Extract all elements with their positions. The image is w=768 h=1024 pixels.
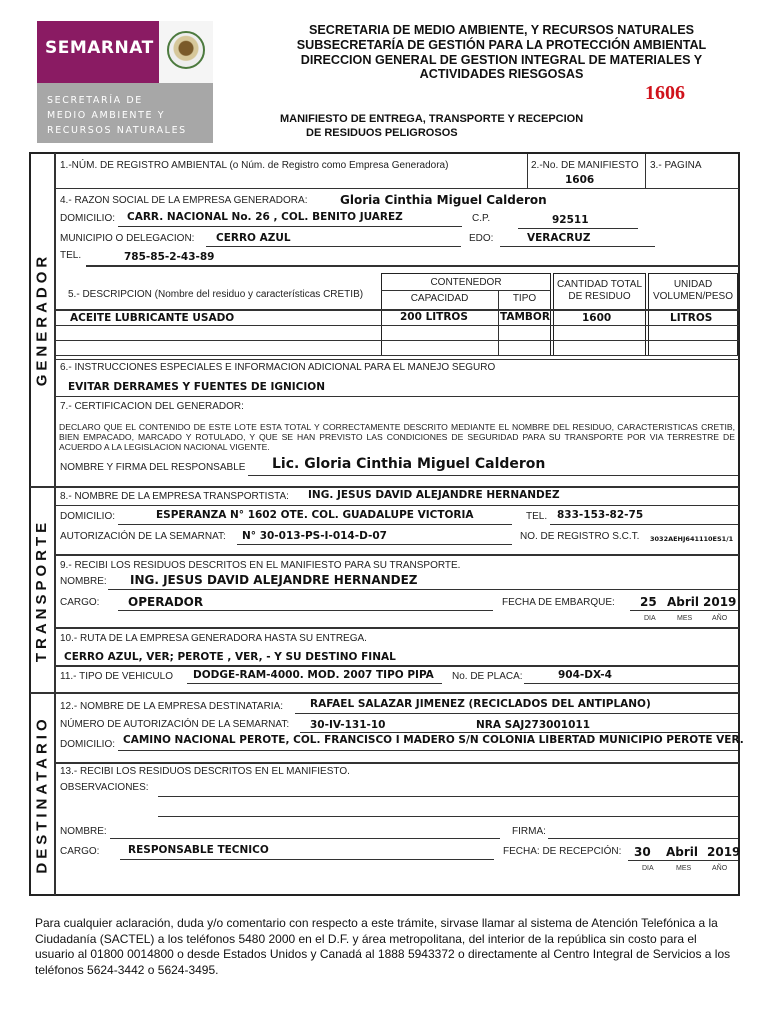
footer-note: Para cualquier aclaración, duda y/o comentario con respecto a este trámite, sirvase llamar al sistema de Atención Telefónica a la Ciudadanía (SACTEL) a los teléfonos 5480 2000 en el D.F. y área metropolitana, del interior de la república sin costo para el usuario al 01800 0014800 o desde Estados Unidos y Canadá al 1888 5943372 o directamente al Centro Integral de Servicios a los teléfonos 5624-3442 o 5624-3495. [35,916,731,977]
row-line [56,554,739,556]
section-column-divider [54,153,56,895]
t-domicilio-label: DOMICILIO: [60,511,116,522]
row-line [56,396,739,397]
vehiculo-value[interactable]: DODGE-RAM-4000. MOD. 2007 TIPO PIPA [193,669,434,681]
underline [524,683,738,684]
t-domicilio-value[interactable]: ESPERANZA N° 1602 OTE. COL. GUADALUPE VICTORIA [156,509,474,521]
table-line [56,355,739,356]
underline [248,475,738,476]
row-line [86,265,739,267]
firma-label: FIRMA: [512,826,546,837]
underline [118,226,462,227]
header-line-3: DIRECCION GENERAL DE GESTION INTEGRAL DE MATERIALES Y [300,53,703,67]
embarque-mes-label: MES [677,615,693,622]
certificacion-label: 7.- CERTIFICACION DEL GENERADOR: [60,401,244,412]
vehiculo-label: 11.- TIPO DE VEHICULO [60,671,173,682]
contenedor-label: CONTENEDOR [430,277,502,288]
observaciones-label: OBSERVACIONES: [60,782,149,793]
embarque-mes[interactable]: Abril [667,595,700,609]
t-tel-label: TEL. [526,511,548,522]
d-domicilio-label: DOMICILIO: [60,739,116,750]
t-nombre-label: NOMBRE: [60,576,107,587]
t-cargo-label: CARGO: [60,597,100,608]
d-nombre-label: NOMBRE: [60,826,107,837]
cantidad-label-2: DE RESIDUO [568,291,631,302]
header-line-1: SECRETARIA DE MEDIO AMBIENTE, Y RECURSOS NATURALES [308,23,695,37]
d-cargo-value[interactable]: RESPONSABLE TECNICO [128,844,269,856]
municipio-value[interactable]: CERRO AZUL [216,232,291,244]
registro-ambiental-label: 1.-NÚM. DE REGISTRO AMBIENTAL (o Núm. de Registro como Empresa Generadora) [60,160,449,171]
underline [295,713,738,714]
responsable-value[interactable]: Lic. Gloria Cinthia Miguel Calderon [272,456,546,472]
t-cargo-value[interactable]: OPERADOR [128,595,204,609]
transportista-value[interactable]: ING. JESUS DAVID ALEJANDRE HERNANDEZ [308,489,560,501]
d-autorizacion-label: NÚMERO DE AUTORIZACIÓN DE LA SEMARNAT: [60,719,290,730]
table-line [56,309,739,311]
underline [630,610,738,611]
tel-label: TEL. [60,250,82,261]
domicilio-label: DOMICILIO: [60,213,116,224]
embarque-dia[interactable]: 25 [640,595,657,609]
section-label-generador: GENERADOR [33,252,51,387]
unidad-label-2: VOLUMEN/PESO [652,291,734,302]
underline [108,589,738,590]
destinataria-label: 12.- NOMBRE DE LA EMPRESA DESTINATARIA: [60,701,284,712]
no-manifiesto-label: 2.-No. DE MANIFIESTO [531,160,639,171]
cp-label: C.P. [472,213,491,224]
no-manifiesto-value[interactable]: 1606 [565,174,595,186]
underline [118,524,512,525]
row-line [56,359,739,360]
embarque-anio[interactable]: 2019 [703,595,737,609]
table-line [56,340,739,341]
underline [118,750,738,751]
recepcion-anio[interactable]: 2019 [707,845,741,859]
logo-subtitle: SECRETARÍA DE MEDIO AMBIENTE Y RECURSOS NATURALES [47,95,187,136]
instrucciones-label: 6.- INSTRUCCIONES ESPECIALES E INFORMACION ADICIONAL PARA EL MANEJO SEGURO [60,362,496,373]
capacidad-value[interactable]: 200 LITROS [400,311,468,323]
sct-label: NO. DE REGISTRO S.C.T. [520,531,640,542]
t-autorizacion-label: AUTORIZACIÓN DE LA SEMARNAT: [60,531,226,542]
domicilio-value[interactable]: CARR. NACIONAL No. 26 , COL. BENITO JUAREZ [127,211,403,223]
embarque-anio-label: AÑO [712,615,728,622]
underline [628,860,738,861]
sct-value[interactable]: 3032AEHJ641110ES1/1 [650,535,734,543]
recepcion-anio-label: AÑO [712,865,728,872]
manifest-title-1: MANIFIESTO DE ENTREGA, TRANSPORTE Y RECEPCION [280,113,584,125]
unidad-label-1: UNIDAD [673,279,713,290]
row-line [56,188,739,189]
tipo-label: TIPO [512,293,537,304]
cantidad-value[interactable]: 1600 [582,312,612,324]
observaciones-line-1[interactable] [158,796,738,797]
underline [500,246,655,247]
t-autorizacion-value[interactable]: N° 30-013-PS-I-014-D-07 [242,530,387,542]
unidad-value[interactable]: LITROS [670,312,713,324]
header-line-4: ACTIVIDADES RIESGOSAS [419,67,584,81]
row-line [56,505,739,506]
d-nombre-field[interactable] [110,838,500,839]
recibi-transporte-label: 9.- RECIBI LOS RESIDUOS DESCRITOS EN EL MANIFIESTO PARA SU TRANSPORTE. [60,560,461,571]
d-cargo-label: CARGO: [60,846,100,857]
recibi-destino-label: 13.- RECIBI LOS RESIDUOS DESCRITOS EN EL MANIFIESTO. [60,766,350,777]
cantidad-label-1: CANTIDAD TOTAL [556,279,642,290]
d-domicilio-value[interactable]: CAMINO NACIONAL PEROTE, COL. FRANCISCO I MADERO S/N COLONIA LIBERTAD MUNICIPIO PEROTE VER. [123,734,744,746]
row-line [56,665,739,667]
descripcion-label: 5.- DESCRIPCION (Nombre del residuo y características CRETIB) [68,289,364,300]
underline [206,246,461,247]
section-label-transporte: TRANSPORTE [33,518,51,662]
section-divider-destinatario [30,692,739,694]
embarque-dia-label: DIA [644,615,656,622]
section-divider-transporte [30,486,739,488]
residuo-value[interactable]: ACEITE LUBRICANTE USADO [70,312,235,324]
manifest-title-2: DE RESIDUOS PELIGROSOS [306,127,458,139]
row-line [56,627,739,629]
recepcion-mes[interactable]: Abril [666,845,699,859]
recepcion-dia-label: DIA [642,865,654,872]
municipio-label: MUNICIPIO O DELEGACION: [60,233,195,244]
t-nombre-value[interactable]: ING. JESUS DAVID ALEJANDRE HERNANDEZ [130,573,418,587]
razon-social-value[interactable]: Gloria Cinthia Miguel Calderon [340,193,547,207]
destinataria-value[interactable]: RAFAEL SALAZAR JIMENEZ (RECICLADOS DEL ANTIPLANO) [310,698,651,710]
underline [550,524,738,525]
pagina-label: 3.- PAGINA [650,160,702,171]
observaciones-line-2[interactable] [158,816,738,817]
ruta-label: 10.- RUTA DE LA EMPRESA GENERADORA HASTA SU ENTREGA. [60,633,367,644]
firma-field[interactable] [548,838,738,839]
edo-value[interactable]: VERACRUZ [527,232,591,244]
underline [237,544,512,545]
underline [300,732,738,733]
folio-number: 1606 [645,82,685,104]
table-line [56,325,739,326]
row-line [56,762,739,764]
underline [120,859,494,860]
tipo-value[interactable]: TAMBOR [500,311,550,323]
logo-brand: SEMARNAT [45,38,154,58]
instrucciones-value[interactable]: EVITAR DERRAMES Y FUENTES DE IGNICION [68,381,326,393]
table-line [381,290,551,291]
underline [118,610,493,611]
recepcion-dia[interactable]: 30 [634,845,651,859]
section-label-destinatario: DESTINATARIO [33,714,51,874]
responsable-label: NOMBRE Y FIRMA DEL RESPONSABLE [60,462,246,473]
header-line-2: SUBSECRETARÍA DE GESTIÓN PARA LA PROTECCIÓN AMBIENTAL [296,38,707,52]
cp-value[interactable]: 92511 [552,214,589,226]
d-autorizacion-value[interactable]: 30-IV-131-10 [310,719,386,731]
mexico-seal-icon [157,21,213,83]
divider [527,154,528,188]
recepcion-label: FECHA: DE RECEPCIÓN: [503,846,622,857]
placa-label: No. DE PLACA: [452,671,523,682]
nra-value[interactable]: NRA SAJ273001011 [476,719,591,731]
underline [187,683,442,684]
underline [518,228,638,229]
embarque-label: FECHA DE EMBARQUE: [502,597,615,608]
placa-value[interactable]: 904-DX-4 [558,669,612,681]
certificacion-text: DECLARO QUE EL CONTENIDO DE ESTE LOTE ESTA TOTAL Y CORRECTAMENTE DESCRITO MEDIANTE EL NOMBRE DEL RESIDUO, CARACTERISTICAS CRETIB, BIEN EMPACADO, MARCADO Y ROTULADO, Y QUE SE HAN PREVISTO LAS CONDICIONES DE SEGURIDAD PARA SU TRANSPORTE POR VIA TERRESTRE DE ACUERDO A LA LEGISLACION NACIONAL VIGENTE. [59,422,735,452]
semarnat-logo [37,21,213,143]
transportista-label: 8.- NOMBRE DE LA EMPRESA TRANSPORTISTA: [60,491,289,502]
recepcion-mes-label: MES [676,865,692,872]
t-tel-value[interactable]: 833-153-82-75 [557,509,644,521]
razon-social-label: 4.- RAZON SOCIAL DE LA EMPRESA GENERADORA: [60,195,308,206]
divider [645,154,646,188]
ruta-value[interactable]: CERRO AZUL, VER; PEROTE , VER, - Y SU DESTINO FINAL [64,651,396,663]
tel-value[interactable]: 785-85-2-43-89 [124,251,215,263]
edo-label: EDO: [469,233,494,244]
capacidad-label: CAPACIDAD [410,293,469,304]
